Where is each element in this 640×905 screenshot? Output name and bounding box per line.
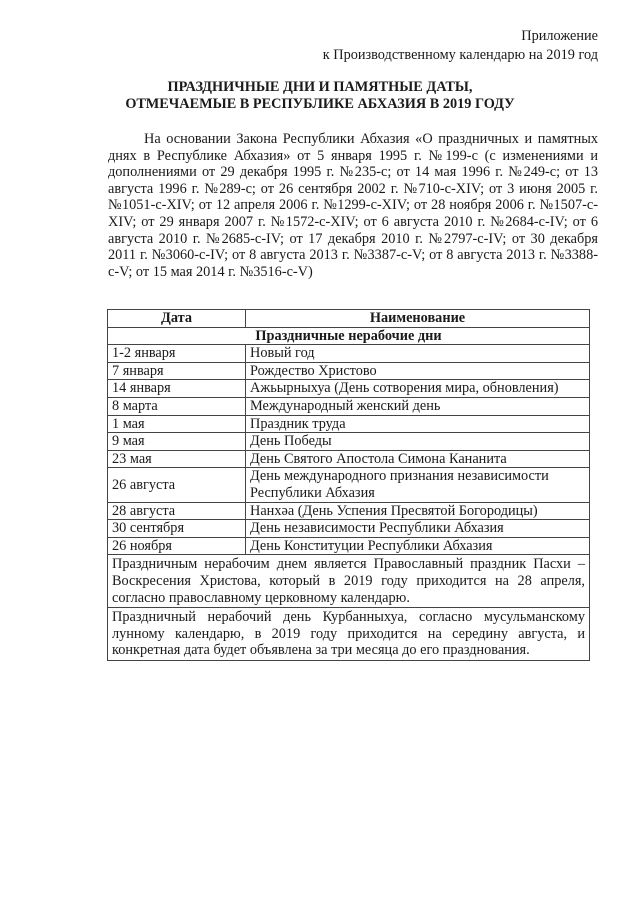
holiday-name: Нанхәа (День Успения Пресвятой Богородицы) bbox=[246, 502, 590, 520]
holiday-date: 14 января bbox=[108, 380, 246, 398]
holiday-date: 1-2 января bbox=[108, 345, 246, 363]
holiday-name: Праздник труда bbox=[246, 415, 590, 433]
holiday-date: 23 мая bbox=[108, 450, 246, 468]
holiday-date: 9 мая bbox=[108, 433, 246, 451]
holiday-name: День независимости Республики Абхазия bbox=[246, 520, 590, 538]
table-header-row bbox=[108, 310, 590, 328]
column-header-name: Наименование bbox=[246, 310, 590, 328]
table-row bbox=[108, 362, 590, 380]
holiday-date: 26 ноября bbox=[108, 537, 246, 555]
holiday-date: 28 августа bbox=[108, 502, 246, 520]
column-header-date: Дата bbox=[108, 310, 246, 328]
holiday-name: Рождество Христово bbox=[246, 362, 590, 380]
table-row bbox=[108, 520, 590, 538]
table-row bbox=[108, 415, 590, 433]
table-row bbox=[108, 537, 590, 555]
note-row bbox=[108, 555, 590, 608]
section-row bbox=[108, 327, 590, 345]
appendix-header bbox=[323, 27, 598, 65]
table-row bbox=[108, 468, 590, 502]
table-row bbox=[108, 502, 590, 520]
holiday-name: Международный женский день bbox=[246, 397, 590, 415]
intro-paragraph: На основании Закона Республики Абхазия «О праздничных и памятных днях в Республике Абхазия» от 5 января 1995 г. №199-с (с изменениями и дополнениями от 29 декабря 1995 г. №235-с; от 14 мая 1996 г. №249-с; от 13 августа 1996 г. №289-с; от 26 сентября 2002 г. №710-с-XIV; от 3 июня 2005 г. №1051-с-XIV; от 12 апреля 2006 г. №1299-с-XIV; от 28 ноября 2006 г. №1507-с-XIV; от 29 января 2007 г. №1572-с-XIV; от 6 августа 2010 г. №2684-с-IV; от 6 августа 2010 г. №2685-с-IV; от 17 декабря 2010 г. №2797-с-IV; от 30 декабря 2011 г. №3060-с-IV; от 8 августа 2013 г. №3387-с-V; от 8 августа 2013 г. №3388-с-V; от 15 мая 2014 г. №3516-с-V) bbox=[108, 131, 598, 280]
table-row bbox=[108, 380, 590, 398]
table-note: Праздничным нерабочим днем является Православный праздник Пасхи – Воскресения Христова, который в 2019 году приходится на 28 апреля, согласно православному церковному календарю. bbox=[108, 555, 590, 608]
table-row bbox=[108, 397, 590, 415]
holiday-name: Новый год bbox=[246, 345, 590, 363]
table-row bbox=[108, 345, 590, 363]
table-note: Праздничный нерабочий день Курбанныхуа, согласно мусульманскому лунному календарю, в 2019 году приходится на середину августа, и конкретная дата будет объявлена за три месяца до его празднования. bbox=[108, 608, 590, 661]
holiday-name: День международного признания независимости Республики Абхазия bbox=[246, 468, 590, 502]
holiday-date: 1 мая bbox=[108, 415, 246, 433]
note-row bbox=[108, 608, 590, 661]
title-line-2: ОТМЕЧАЕМЫЕ В РЕСПУБЛИКЕ АБХАЗИЯ В 2019 ГОДУ bbox=[125, 96, 515, 112]
holiday-name: Ажьырныхуа (День сотворения мира, обновления) bbox=[246, 380, 590, 398]
holiday-name: День Победы bbox=[246, 433, 590, 451]
document-title bbox=[0, 79, 640, 113]
table-row bbox=[108, 433, 590, 451]
holiday-date: 8 марта bbox=[108, 397, 246, 415]
holiday-date: 26 августа bbox=[108, 468, 246, 502]
appendix-label: Приложение bbox=[521, 28, 598, 44]
title-line-1: ПРАЗДНИЧНЫЕ ДНИ И ПАМЯТНЫЕ ДАТЫ, bbox=[167, 79, 473, 95]
holiday-name: День Конституции Республики Абхазия bbox=[246, 537, 590, 555]
appendix-reference: к Производственному календарю на 2019 год bbox=[322, 47, 598, 63]
holiday-date: 30 сентября bbox=[108, 520, 246, 538]
holiday-name: День Святого Апостола Симона Кананита bbox=[246, 450, 590, 468]
section-title: Праздничные нерабочие дни bbox=[108, 327, 590, 345]
holidays-table bbox=[107, 309, 590, 661]
holiday-date: 7 января bbox=[108, 362, 246, 380]
table-row bbox=[108, 450, 590, 468]
